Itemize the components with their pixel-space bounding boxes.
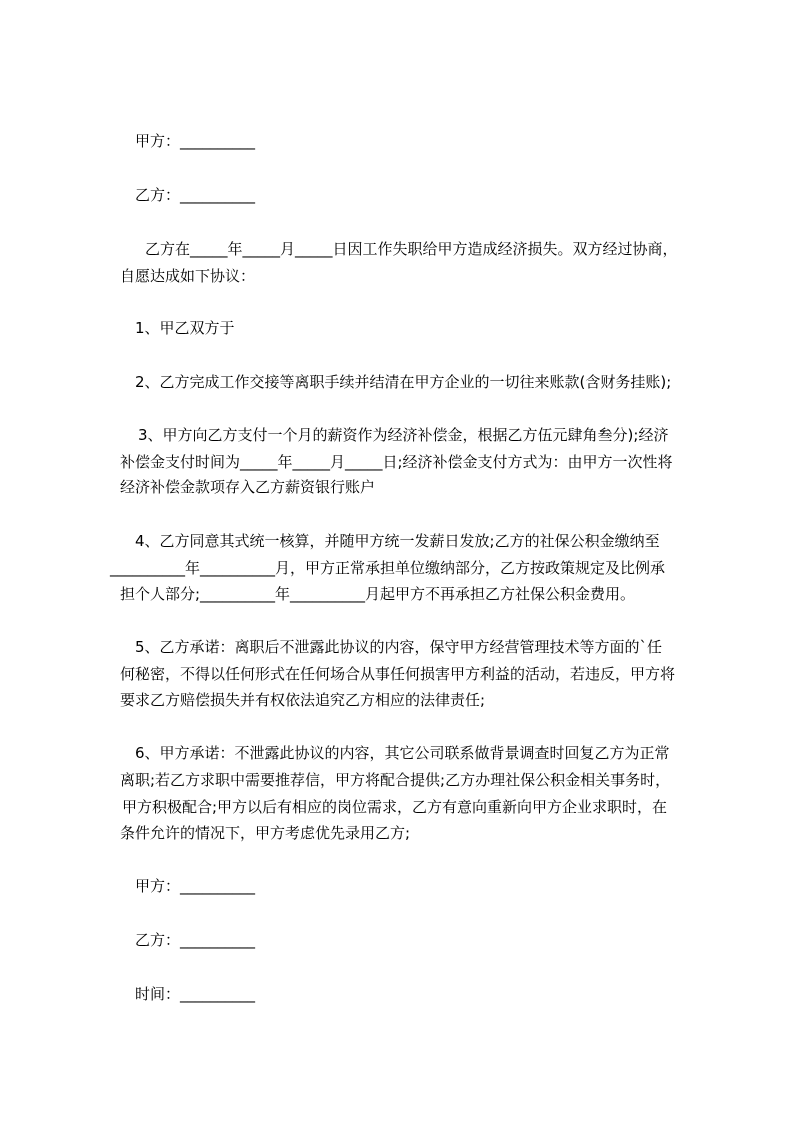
clause-6-line-1: 6、甲方承诺：不泄露此协议的内容，其它公司联系做背景调查时回复乙方为正常 bbox=[135, 744, 670, 762]
clause-3-line-1: 3、甲方向乙方支付一个月的薪资作为经济补偿金，根据乙方伍元肆角叁分);经济 bbox=[138, 426, 669, 444]
clause-6-line-2: 离职;若乙方求职中需要推荐信，甲方将配合提供;乙方办理社保公积金相关事务时， bbox=[120, 771, 671, 789]
clause-5-line-1: 5、乙方承诺：离职后不泄露此协议的内容，保守甲方经营管理技术等方面的`任 bbox=[135, 638, 663, 656]
clause-5-line-3: 要求乙方赔偿损失并有权依法追究乙方相应的法律责任; bbox=[120, 691, 486, 709]
clause-5-line-2: 何秘密，不得以任何形式在任何场合从事任何损害甲方利益的活动，若违反，甲方将 bbox=[120, 665, 676, 683]
clause-6-line-3: 甲方积极配合;甲方以后有相应的岗位需求，乙方有意向重新向甲方企业求职时，在 bbox=[122, 798, 668, 816]
clause-6-line-4: 条件允许的情况下，甲方考虑优先录用乙方; bbox=[120, 824, 411, 842]
clause-3-line-3: 经济补偿金款项存入乙方薪资银行账户 bbox=[120, 478, 376, 496]
header-party-a: 甲方：__________ bbox=[135, 132, 256, 150]
clause-4-line-1: 4、乙方同意其式统一核算，并随甲方统一发薪日发放;乙方的社保公积金缴纳至 bbox=[135, 532, 660, 550]
footer-party-b: 乙方：__________ bbox=[135, 931, 256, 949]
clause-2-line-1: 2、乙方完成工作交接等离职手续并结清在甲方企业的一切往来账款(含财务挂账); bbox=[135, 373, 672, 391]
footer-date: 时间：__________ bbox=[135, 985, 256, 1003]
footer-party-a: 甲方：__________ bbox=[135, 877, 256, 895]
clause-4-line-2: __________年__________月，甲方正常承担单位缴纳部分，乙方按政策规定及比例承 bbox=[110, 559, 666, 577]
clause-3-line-2: 补偿金支付时间为_____年_____月_____日;经济补偿金支付方式为：由甲方一次性将 bbox=[120, 453, 673, 471]
clause-4-line-3: 担个人部分;__________年__________月起甲方不再承担乙方社保公积金费用。 bbox=[120, 585, 636, 603]
intro-line-1: 乙方在_____年_____月_____日因工作失职给甲方造成经济损失。双方经过协商， bbox=[145, 240, 678, 258]
clause-1-line-1: 1、甲乙双方于 bbox=[135, 319, 235, 337]
intro-line-2: 自愿达成如下协议： bbox=[120, 267, 256, 285]
header-party-b: 乙方：__________ bbox=[135, 186, 256, 204]
